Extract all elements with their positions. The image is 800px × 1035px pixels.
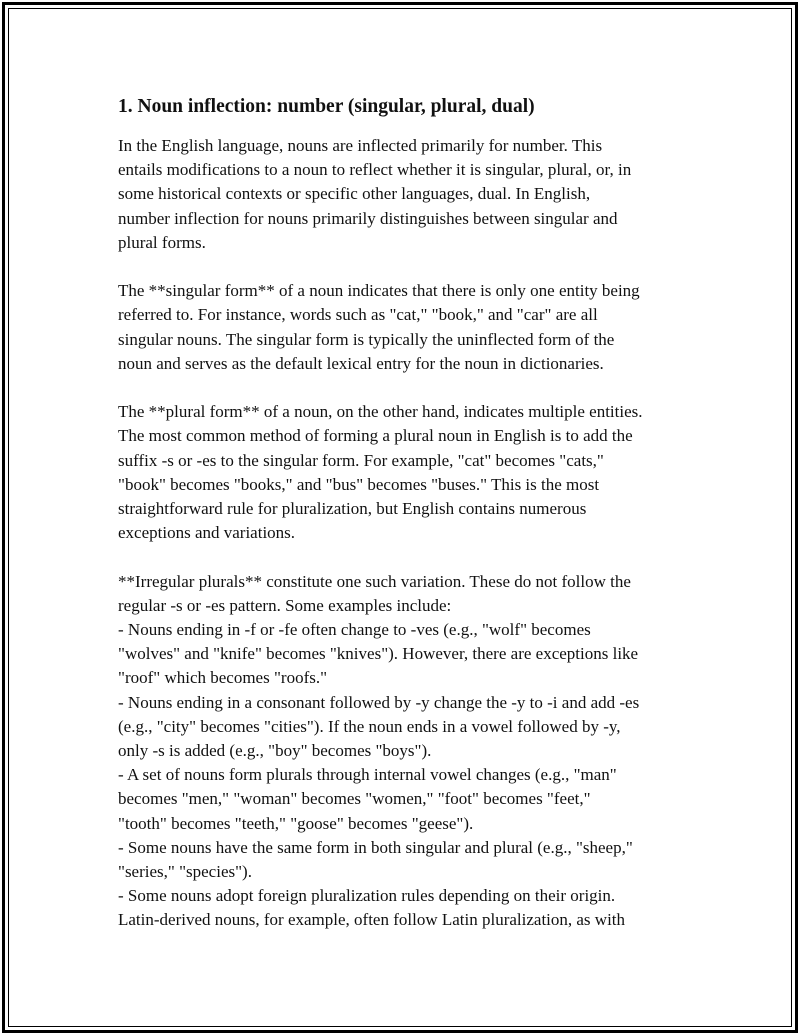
text-line: - Some nouns have the same form in both singular and plural (e.g., "sheep," bbox=[118, 837, 633, 857]
text-line: The **singular form** of a noun indicates that there is only one entity being bbox=[118, 281, 640, 301]
text-line: number inflection for nouns primarily distinguishes between singular and bbox=[118, 208, 618, 228]
paragraph-plural bbox=[118, 400, 698, 545]
text-line: suffix -s or -es to the singular form. For example, "cat" becomes "cats," bbox=[118, 450, 604, 470]
text-line: plural forms. bbox=[118, 232, 206, 252]
text-line: The **plural form** of a noun, on the other hand, indicates multiple entities. bbox=[118, 402, 643, 422]
paragraph-intro bbox=[118, 134, 698, 255]
text-line: In the English language, nouns are inflected primarily for number. This bbox=[118, 136, 603, 155]
text-line: only -s is added (e.g., "boy" becomes "boys"). bbox=[118, 741, 432, 761]
text-line: some historical contexts or specific other languages, dual. In English, bbox=[118, 184, 591, 204]
text-line: noun and serves as the default lexical entry for the noun in dictionaries. bbox=[118, 353, 604, 373]
text-line: "roof" which becomes "roofs." bbox=[118, 668, 328, 688]
document-body bbox=[118, 94, 698, 957]
text-line: - Some nouns adopt foreign pluralization rules depending on their origin. bbox=[118, 886, 616, 906]
text-line: "series," "species"). bbox=[118, 862, 252, 882]
section-heading: 1. Noun inflection: number (singular, plural, dual) bbox=[118, 96, 535, 117]
text-line: - Nouns ending in a consonant followed by -y change the -y to -i and add -es bbox=[118, 692, 640, 712]
paragraph-irregular bbox=[118, 570, 698, 933]
text-line: becomes "men," "woman" becomes "women," "foot" becomes "feet," bbox=[118, 789, 591, 809]
text-line: entails modifications to a noun to reflect whether it is singular, plural, or, in bbox=[118, 160, 632, 180]
text-line: referred to. For instance, words such as "cat," "book," and "car" are all bbox=[118, 305, 598, 325]
text-line: **Irregular plurals** constitute one such variation. These do not follow the bbox=[118, 571, 631, 591]
text-line: - Nouns ending in -f or -fe often change to -ves (e.g., "wolf" becomes bbox=[118, 620, 591, 640]
text-line: Latin-derived nouns, for example, often follow Latin pluralization, as with bbox=[118, 910, 626, 930]
text-line: regular -s or -es pattern. Some examples include: bbox=[118, 595, 452, 615]
text-line: - A set of nouns form plurals through internal vowel changes (e.g., "man" bbox=[118, 765, 617, 785]
text-line: straightforward rule for pluralization, but English contains numerous bbox=[118, 499, 587, 519]
text-line: singular nouns. The singular form is typically the uninflected form of the bbox=[118, 329, 615, 349]
text-line: "book" becomes "books," and "bus" becomes "buses." This is the most bbox=[118, 474, 600, 494]
text-line: exceptions and variations. bbox=[118, 523, 296, 543]
text-line: The most common method of forming a plural noun in English is to add the bbox=[118, 426, 633, 446]
text-line: "tooth" becomes "teeth," "goose" becomes "geese"). bbox=[118, 813, 474, 833]
text-line: "wolves" and "knife" becomes "knives"). However, there are exceptions like bbox=[118, 644, 639, 664]
paragraph-singular bbox=[118, 279, 698, 376]
text-line: (e.g., "city" becomes "cities"). If the noun ends in a vowel followed by -y, bbox=[118, 716, 621, 736]
